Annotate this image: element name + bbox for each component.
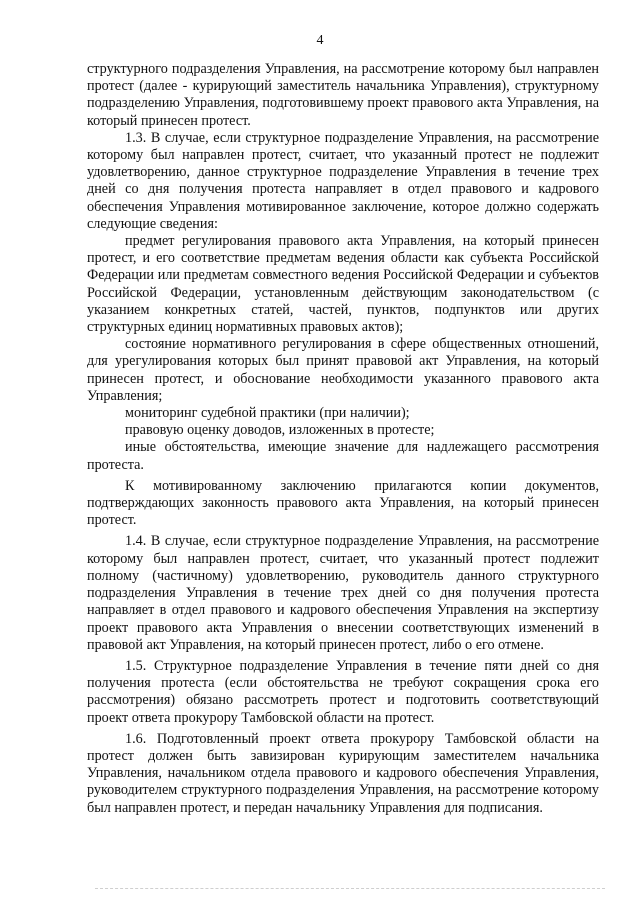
paragraph-1-6: 1.6. Подготовленный проект ответа прокурору Тамбовской области на протест должен быть завизирован курирующим заместителем начальника Управления, начальником отдела правового и кадрового обеспечения Управления, руководителем структурного подразделения Управления, на рассмотрение которому был направлен протест, и передан начальнику Управления для подписания. [87, 730, 599, 816]
list-item-regulation-subject: предмет регулирования правового акта Управления, на который принесен протест, и его соответствие предметам ведения области как субъекта Российской Федерации или предметам совместного ведения Российской Федерации и субъектов Российской Федерации, установленным действующим законодательством (с указанием конкретных статей, частей, пунктов, подпунктов или других структурных единиц нормативных правовых актов); [87, 233, 599, 336]
paragraph-1-4: 1.4. В случае, если структурное подразделение Управления, на рассмотрение которому был направлен протест, считает, что указанный протест подлежит полному (частичному) удовлетворению, руководитель данного структурного подразделения Управления в течение трех дней со дня получения протеста направляет в отдел правового и кадрового обеспечения Управления на экспертизу проект правового акта Управления о внесении соответствующих изменений в правовой акт Управления, на который принесен протест, либо о его отмене. [87, 533, 599, 653]
list-item-legal-assessment: правовую оценку доводов, изложенных в протесте; [125, 422, 435, 439]
paragraph-1-3: 1.3. В случае, если структурное подразделение Управления, на рассмотрение которому был направлен протест, считает, что указанный протест не подлежит удовлетворению, данное структурное подразделение Управления в течение трех дней со дня получения протеста направляет в отдел правового и кадрового обеспечения Управления мотивированное заключение, которое должно содержать следующие сведения: [87, 129, 599, 232]
list-item-court-practice: мониторинг судебной практики (при наличии); [125, 405, 410, 422]
page-number: 4 [316, 33, 324, 48]
paragraph-continuation: структурного подразделения Управления, на рассмотрение которому был направлен протест (далее - курирующий заместитель начальника Управления), структурному подразделению Управления, подготовившему проект правового акта Управления, на который принесен протест. [87, 61, 599, 129]
scan-artifact-line [95, 888, 605, 890]
document-body [87, 61, 599, 817]
list-item-other-circumstances: иные обстоятельства, имеющие значение для надлежащего рассмотрения протеста. [87, 439, 599, 473]
list-item-regulation-state: состояние нормативного регулирования в сфере общественных отношений, для урегулирования которых был принят правовой акт Управления, на который принесен протест, и обоснование необходимости указанного правового акта Управления; [87, 336, 599, 404]
paragraph-attachments: К мотивированному заключению прилагаются копии документов, подтверждающих законность правового акта Управления, на который принесен протест. [87, 477, 599, 529]
paragraph-1-5: 1.5. Структурное подразделение Управления в течение пяти дней со дня получения протеста (если обстоятельства не требуют сокращения срока его рассмотрения) обязано рассмотреть протест и подготовить соответствующий проект ответа прокурору Тамбовской области на протест. [87, 657, 599, 726]
